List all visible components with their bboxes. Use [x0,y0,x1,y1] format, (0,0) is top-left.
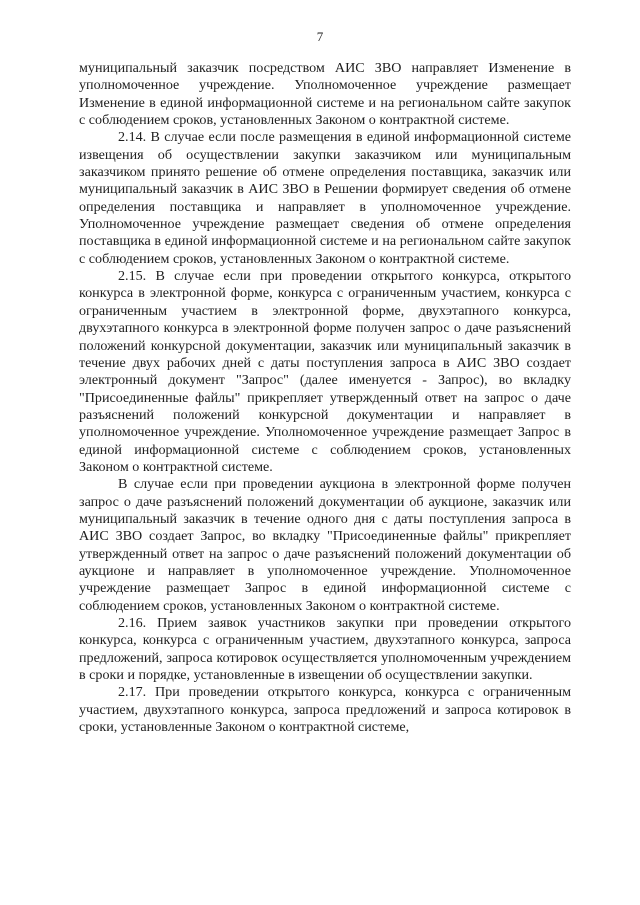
paragraph-2-17: 2.17. При проведении открытого конкурса, конкурса с ограниченным участием, двухэтапного конкурса, запроса предложений и запроса котировок в сроки, установленные Законом о контрактной системе, [79,684,571,736]
paragraph-2-16: 2.16. Прием заявок участников закупки при проведении открытого конкурса, конкурса с ограниченным участием, двухэтапного конкурса, запроса предложений, запроса котировок осуществляется уполномоченным учреждением в сроки и порядке, установленные в извещении об осуществлении закупки. [79,615,571,684]
page-number: 7 [316,29,324,44]
paragraph-2-14: 2.14. В случае если после размещения в единой информационной системе извещения об осуществлении закупки заказчиком или муниципальным заказчиком принято решение об отмене определения поставщика, заказчик или муниципальный заказчик в АИС ЗВО в Решении формирует сведения об отмене определения поставщика и направляет в уполномоченное учреждение. Уполномоченное учреждение размещает сведения об отмене определения поставщика в единой информационной системе и на региональном сайте закупок с соблюдением сроков, установленных Законом о контрактной системе. [79,129,571,267]
paragraph-2-15-auction: В случае если при проведении аукциона в электронной форме получен запрос о даче разъяснений положений документации об аукционе, заказчик или муниципальный заказчик в течение одного дня с даты поступления запроса в АИС ЗВО создает Запрос, во вкладку "Присоединенные файлы" прикрепляет утвержденный ответ на запрос о даче разъяснений положений документации об аукционе и направляет в уполномоченное учреждение. Уполномоченное учреждение размещает Запрос в единой информационной системе с соблюдением сроков, установленных Законом о контрактной системе. [79,476,571,614]
document-body [79,60,571,736]
paragraph-continuation: муниципальный заказчик посредством АИС ЗВО направляет Изменение в уполномоченное учреждение. Уполномоченное учреждение размещает Изменение в единой информационной системе и на региональном сайте закупок с соблюдением сроков, установленных Законом о контрактной системе. [79,60,571,129]
paragraph-2-15: 2.15. В случае если при проведении открытого конкурса, открытого конкурса в электронной форме, конкурса с ограниченным участием, конкурса с ограниченным участием в электронной форме, двухэтапного конкурса, двухэтапного конкурса в электронной форме получен запрос о даче разъяснений положений конкурсной документации, заказчик или муниципальный заказчик в течение двух рабочих дней с даты поступления запроса в АИС ЗВО создает электронный документ "Запрос" (далее именуется - Запрос), во вкладку "Присоединенные файлы" прикрепляет утвержденный ответ на запрос о даче разъяснений положений конкурсной документации и направляет в уполномоченное учреждение. Уполномоченное учреждение размещает Запрос в единой информационной системе с соблюдением сроков, установленных Законом о контрактной системе. [79,268,571,475]
